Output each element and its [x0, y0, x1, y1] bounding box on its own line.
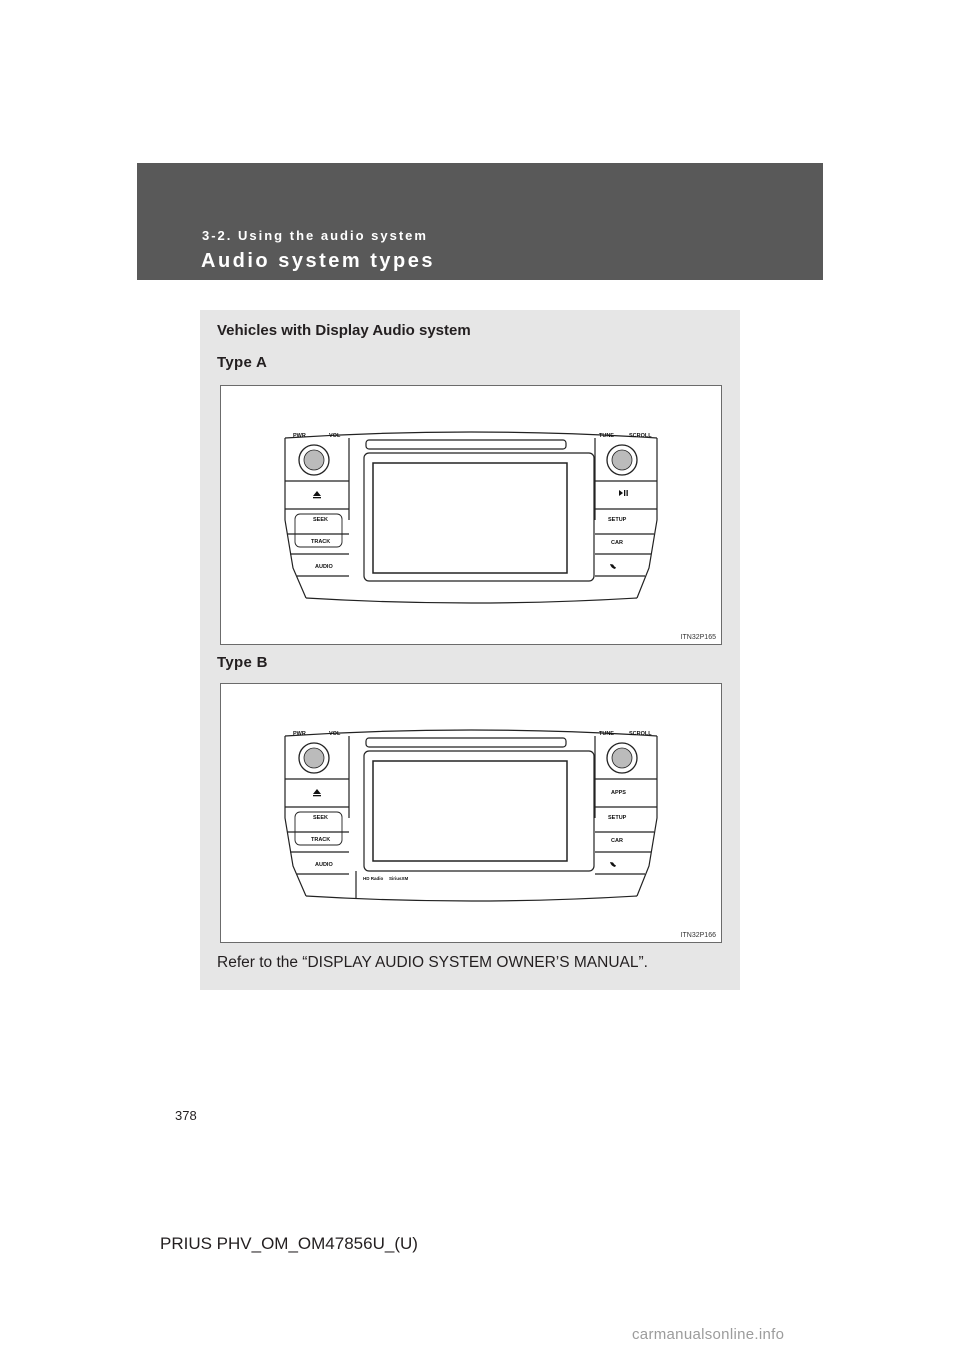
car-label: CAR — [611, 540, 623, 546]
play-pause-icon — [619, 490, 623, 496]
audio-label: AUDIO — [315, 564, 333, 570]
track-label: TRACK — [311, 539, 331, 545]
siriusxm-logo: SiriusXM — [389, 876, 409, 881]
eject-icon — [313, 491, 321, 496]
tune-label: TUNE — [599, 731, 614, 737]
watermark: carmanualsonline.info — [632, 1326, 785, 1343]
type-b-label: Type B — [217, 654, 268, 671]
scroll-label: SCROLL — [629, 731, 652, 737]
setup-label: SETUP — [608, 815, 627, 821]
type-b-head-unit-illustration — [221, 684, 723, 944]
phone-icon — [610, 564, 616, 569]
vol-label: VOL — [329, 433, 341, 439]
pwr-label: PWR — [293, 731, 306, 737]
page-number: 378 — [175, 1108, 197, 1123]
pwr-label: PWR — [293, 433, 306, 439]
phone-icon — [610, 862, 616, 867]
vol-label: VOL — [329, 731, 341, 737]
type-a-head-unit-illustration — [221, 386, 723, 646]
audio-label: AUDIO — [315, 862, 333, 868]
refer-text: Refer to the “DISPLAY AUDIO SYSTEM OWNER’S MANUAL”. — [217, 954, 648, 971]
figure-code: ITN32P165 — [680, 634, 716, 641]
manual-id: PRIUS PHV_OM_OM47856U_(U) — [160, 1234, 418, 1253]
apps-label: APPS — [611, 790, 626, 796]
section-label: 3-2. Using the audio system — [202, 228, 428, 243]
tune-label: TUNE — [599, 433, 614, 439]
seek-label: SEEK — [313, 517, 328, 523]
car-label: CAR — [611, 838, 623, 844]
page-title: Audio system types — [201, 250, 435, 272]
type-a-label: Type A — [217, 354, 268, 371]
hd-radio-logo: HD Radio — [363, 876, 384, 881]
type-a-icons — [313, 490, 628, 569]
figure-type-b — [220, 683, 722, 943]
track-label: TRACK — [311, 837, 331, 843]
eject-icon — [313, 789, 321, 794]
setup-label: SETUP — [608, 517, 627, 523]
figure-code: ITN32P166 — [680, 932, 716, 939]
scroll-label: SCROLL — [629, 433, 652, 439]
figure-type-a — [220, 385, 722, 645]
panel-heading: Vehicles with Display Audio system — [217, 322, 471, 339]
seek-label: SEEK — [313, 815, 328, 821]
type-b-icons — [313, 789, 616, 867]
